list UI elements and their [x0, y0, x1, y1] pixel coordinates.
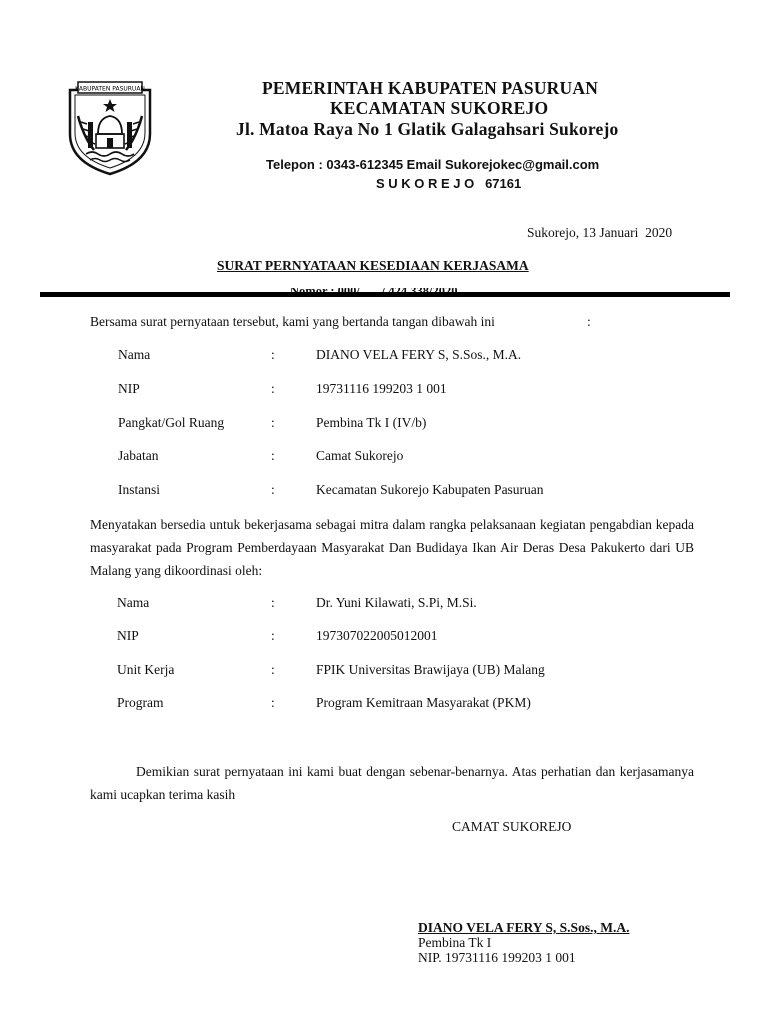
field-value: Camat Sukorejo — [316, 448, 404, 463]
field-label: Jabatan — [118, 448, 159, 463]
field-separator: : — [271, 662, 275, 677]
field-separator: : — [271, 448, 275, 463]
field-separator: : — [271, 415, 275, 430]
header-district: KECAMATAN SUKOREJO — [330, 98, 549, 118]
header-postal: S U K O R E J O 67161 — [376, 176, 522, 191]
header-address: Jl. Matoa Raya No 1 Glatik Galagahsari Sukorejo — [236, 119, 619, 139]
intro-text: Bersama surat pernyataan tersebut, kami yang bertanda tangan dibawah ini — [90, 314, 495, 329]
field-label: NIP — [118, 381, 140, 396]
field-value: 19731116 199203 1 001 — [316, 381, 447, 396]
field-label: Program — [117, 695, 164, 710]
svg-text:KABUPATEN PASURUAN: KABUPATEN PASURUAN — [75, 85, 145, 93]
closing-paragraph: Demikian surat pernyataan ini kami buat dengan sebenar-benarnya. Atas perhatian dan kerjasamanya kami ucapkan terima kasih — [90, 764, 694, 802]
field-separator: : — [271, 628, 275, 643]
letter-title: SURAT PERNYATAAN KESEDIAAN KERJASAMA — [217, 258, 529, 273]
field-separator: : — [271, 595, 275, 610]
field-separator: : — [271, 347, 275, 362]
sign-title: CAMAT SUKOREJO — [452, 819, 572, 834]
field-label: Unit Kerja — [117, 662, 175, 677]
field-value: 197307022005012001 — [316, 628, 438, 643]
signer-name: DIANO VELA FERY S, S.Sos., M.A. — [418, 920, 630, 935]
field-separator: : — [271, 381, 275, 396]
statement-paragraph: Menyatakan bersedia untuk bekerjasama sebagai mitra dalam rangka pelaksanaan kegiatan pengabdian kepada masyarakat pada Program Pemberdayaan Masyarakat Dan Budidaya Ikan Air Deras Desa Pakukerto dari UB Malang yang dikoordinasi oleh: — [90, 517, 694, 578]
field-label: Pangkat/Gol Ruang — [118, 415, 225, 430]
header-government: PEMERINTAH KABUPATEN PASURUAN — [262, 78, 599, 98]
field-value: Program Kemitraan Masyarakat (PKM) — [316, 695, 531, 710]
field-label: Nama — [118, 347, 151, 362]
header-contact: Telepon : 0343-612345 Email Sukorejokec@gmail.com — [266, 157, 600, 172]
intro-colon: : — [587, 314, 591, 329]
field-separator: : — [271, 695, 275, 710]
letter-date: Sukorejo, 13 Januari 2020 — [527, 225, 673, 240]
signer-nip: NIP. 19731116 199203 1 001 — [418, 950, 576, 965]
field-label: NIP — [117, 628, 139, 643]
field-value: Pembina Tk I (IV/b) — [316, 415, 427, 430]
field-value: FPIK Universitas Brawijaya (UB) Malang — [316, 662, 545, 677]
field-separator: : — [271, 482, 275, 497]
header-divider — [40, 292, 730, 297]
field-label: Instansi — [118, 482, 160, 497]
kabupaten-pasuruan-logo — [64, 76, 156, 176]
field-value: Dr. Yuni Kilawati, S.Pi, M.Si. — [316, 595, 477, 610]
signer-rank: Pembina Tk I — [418, 935, 492, 950]
field-value: Kecamatan Sukorejo Kabupaten Pasuruan — [316, 482, 544, 497]
field-value: DIANO VELA FERY S, S.Sos., M.A. — [316, 347, 522, 362]
field-label: Nama — [117, 595, 150, 610]
